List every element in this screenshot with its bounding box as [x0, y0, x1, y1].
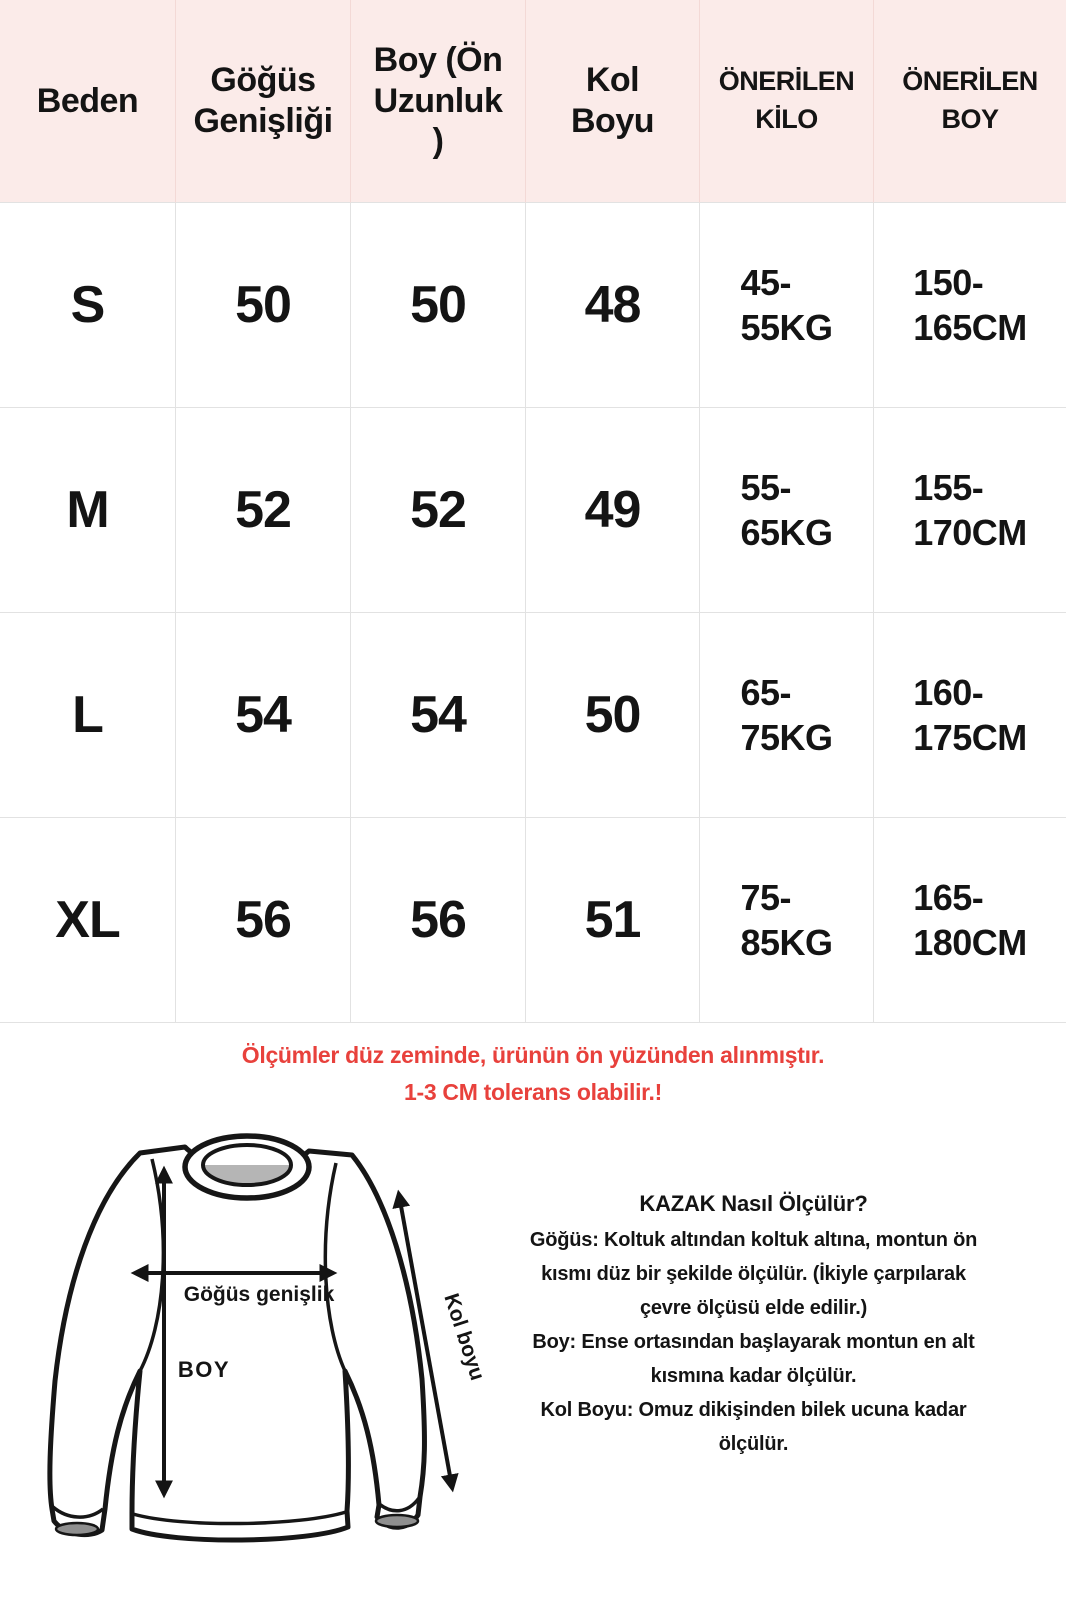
howto-line: Kol Boyu: Omuz dikişinden bilek ucuna kadar	[540, 1399, 967, 1421]
chest-value: 52	[235, 481, 291, 539]
length-value: 54	[410, 686, 466, 744]
length-cell	[350, 408, 525, 613]
length-value: 56	[410, 891, 466, 949]
size-value: M	[66, 481, 109, 539]
sleeve-value: 51	[584, 891, 641, 949]
size-value: L	[72, 686, 103, 744]
sweater-illustration	[12, 1113, 504, 1593]
header-label: ÖNERİLEN	[718, 66, 855, 97]
sleeve-value: 49	[584, 481, 641, 539]
header-label: Göğüs	[210, 61, 316, 100]
howto-line: kısmı düz bir şekilde ölçülür. (İkiyle çarpılarak	[541, 1263, 966, 1285]
measurement-guide-section	[0, 1111, 1066, 1593]
size-cell	[0, 203, 175, 408]
weight-cell	[699, 818, 873, 1023]
sleeve-cell	[525, 613, 699, 818]
sleeve-cell	[525, 408, 699, 613]
size-cell	[0, 408, 175, 613]
height-cell	[873, 818, 1066, 1023]
weight-value: 75- 85KG	[740, 876, 833, 963]
weight-cell	[699, 613, 873, 818]
length-cell	[350, 203, 525, 408]
chest-cell	[175, 408, 350, 613]
howto-line: çevre ölçüsü elde edilir.)	[639, 1297, 868, 1319]
col-header-recommended-weight	[699, 0, 873, 203]
size-value: XL	[55, 891, 120, 949]
height-value: 150- 165CM	[913, 261, 1027, 348]
kol-boyu-label: Kol boyu	[439, 1290, 489, 1384]
size-cell	[0, 613, 175, 818]
chest-label: Göğüs genişlik	[183, 1283, 335, 1306]
length-cell	[350, 818, 525, 1023]
chest-cell	[175, 818, 350, 1023]
right-cuff-opening	[376, 1515, 418, 1527]
howto-line: kısmına kadar ölçülür.	[650, 1365, 857, 1387]
weight-cell	[699, 203, 873, 408]
sleeve-value: 50	[584, 686, 641, 744]
header-label: Uzunluk	[373, 81, 503, 120]
sleeve-cell	[525, 203, 699, 408]
disclaimer-line-2: 1-3 CM tolerans olabilir.!	[403, 1079, 663, 1105]
howto-measure-text	[505, 1111, 1066, 1461]
height-value: 160- 175CM	[913, 671, 1027, 758]
weight-value: 65- 75KG	[740, 671, 833, 758]
chest-value: 50	[235, 276, 291, 334]
header-label: Kol	[585, 61, 640, 100]
size-value: S	[70, 276, 105, 334]
header-label: Beden	[36, 81, 139, 120]
header-label: Boy (Ön	[373, 40, 503, 79]
header-label: KİLO	[755, 104, 818, 134]
weight-value: 45- 55KG	[740, 261, 833, 348]
chest-value: 54	[235, 686, 291, 744]
left-cuff-opening	[56, 1523, 98, 1535]
sweater-diagram	[0, 1111, 505, 1593]
length-value: 52	[410, 481, 466, 539]
height-cell	[873, 408, 1066, 613]
howto-line: Göğüs: Koltuk altından koltuk altına, montun ön	[529, 1229, 978, 1251]
howto-line: Boy: Ense ortasından başlayarak montun en alt	[532, 1331, 975, 1353]
sleeve-value: 48	[584, 276, 641, 334]
length-cell	[350, 613, 525, 818]
height-value: 155- 170CM	[913, 466, 1027, 553]
measurement-disclaimer	[0, 1023, 1066, 1111]
chest-value: 56	[235, 891, 291, 949]
sleeve-cell	[525, 818, 699, 1023]
height-value: 165- 180CM	[913, 876, 1027, 963]
weight-cell	[699, 408, 873, 613]
length-value: 50	[410, 276, 466, 334]
header-label: BOY	[941, 104, 999, 134]
col-header-sleeve-length	[525, 0, 699, 203]
header-label: Genişliği	[193, 102, 333, 140]
weight-value: 55- 65KG	[740, 466, 833, 553]
height-cell	[873, 613, 1066, 818]
sweater-outline	[50, 1147, 425, 1540]
chest-cell	[175, 203, 350, 408]
col-header-recommended-height	[873, 0, 1066, 203]
size-cell	[0, 818, 175, 1023]
boy-label: BOY	[177, 1357, 231, 1382]
chest-cell	[175, 613, 350, 818]
header-label: ÖNERİLEN	[902, 66, 1038, 97]
howto-title: KAZAK Nasıl Ölçülür?	[639, 1191, 868, 1216]
header-label: )	[432, 122, 444, 161]
header-label: Boyu	[571, 102, 654, 140]
col-header-size	[0, 0, 175, 203]
col-header-front-length	[350, 0, 525, 203]
height-cell	[873, 203, 1066, 408]
howto-line: ölçülür.	[718, 1433, 789, 1455]
disclaimer-line-1: Ölçümler düz zeminde, ürünün ön yüzünden alınmıştır.	[241, 1042, 825, 1068]
col-header-chest-width	[175, 0, 350, 203]
